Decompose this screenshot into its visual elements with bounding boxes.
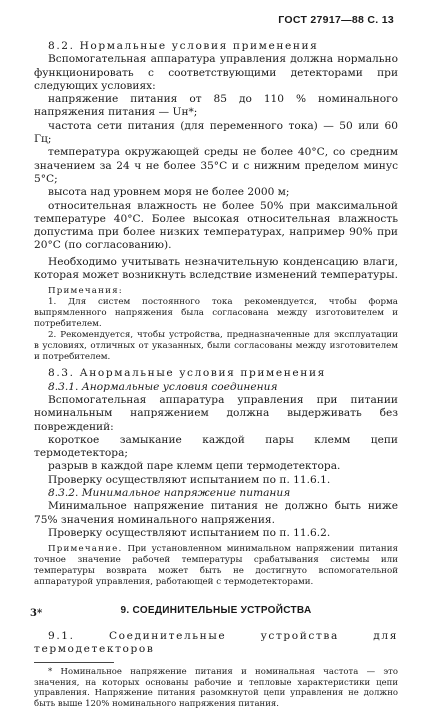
note-item: 1. Для систем постоянного тока рекомендуется, чтобы форма выпрямленного напряжения была согласована между изготовителем и потребителем.: [34, 297, 398, 330]
list-item: температура окружающей среды не более 40°С, со средним значением за 24 ч не более 35°С и с нижним пределом минус 5°С;: [34, 146, 398, 185]
section-9-title: 9. СОЕДИНИТЕЛЬНЫЕ УСТРОЙСТВА: [120, 605, 312, 617]
list-item: разрыв в каждой паре клемм цепи термодетектора.: [48, 460, 341, 473]
list-item: частота сети питания (для переменного тока) — 50 или 60 Гц;: [34, 119, 398, 146]
list-item: высота над уровнем моря не более 2000 м;: [48, 186, 290, 199]
section-8-3-title: 8.3. Анормальные условия применения: [48, 367, 326, 380]
list-item: напряжение питания от 85 до 110 % номинального напряжения питания — Uн*;: [34, 93, 398, 119]
document-body: [34, 40, 398, 709]
section-8-3-1-title: 8.3.1. Анормальные условия соединения: [48, 380, 278, 393]
section-9-1-title: 9.1. Соединительные устройства для термодетекторов: [34, 629, 398, 655]
paragraph: Вспомогательная аппаратура управления должна нормально функционировать с соответствующими детекторами при следующих условиях:: [34, 53, 398, 92]
paragraph: Вспомогательная аппаратура управления при питании номинальным напряжением должна выдерживать без повреждений:: [34, 393, 398, 433]
paragraph: Проверку осуществляют испытанием по п. 11.6.1.: [48, 473, 331, 486]
paragraph: Минимальное напряжение питания не должно быть ниже 75% значения номинального напряжения.: [34, 500, 398, 526]
page-mark: 3*: [30, 608, 43, 619]
note-block: [34, 544, 398, 588]
notes-heading: Примечания:: [48, 286, 123, 297]
paragraph: Необходимо учитывать незначительную конденсацию влаги, которая может возникнуть вследствие изменений температуры.: [34, 255, 398, 282]
list-item: относительная влажность не более 50% при максимальной температуре 40°С. Более высокая относительная влажность допустима при более низких температурах, например 90% при 20°С (по согласованию).: [34, 199, 398, 252]
note-text: При установленном минимальном напряжении питания точное значение рабочей температуры срабатывания системы или температуры возврата может быть не достигнуто вспомогательной аппаратурой управления, работающей с термодетекторами.: [34, 544, 398, 588]
section-8-2-title: 8.2. Нормальные условия применения: [48, 40, 319, 52]
list-item: короткое замыкание каждой пары клемм цепи термодетектора;: [34, 433, 398, 460]
section-8-3-2-title: 8.3.2. Минимальное напряжение питания: [48, 487, 291, 500]
paragraph: Проверку осуществляют испытанием по п. 11.6.2.: [48, 526, 331, 539]
note-item: 2. Рекомендуется, чтобы устройства, предназначенные для эксплуатации в условиях, отличных от указанных, были согласованы между изготовителем и потребителем.: [34, 330, 398, 363]
page-header: ГОСТ 27917—88 С. 13: [278, 14, 394, 26]
footnote: * Номинальное напряжение питания и номинальная частота — это значения, на которых основаны рабочие и тепловые характеристики цепи управления. Напряжение питания разомкнутой цепи управления не должно быть выше 120% номинального напряжения питания.: [34, 667, 398, 709]
footnote-divider: [34, 662, 114, 663]
note-heading: Примечание.: [48, 544, 123, 555]
